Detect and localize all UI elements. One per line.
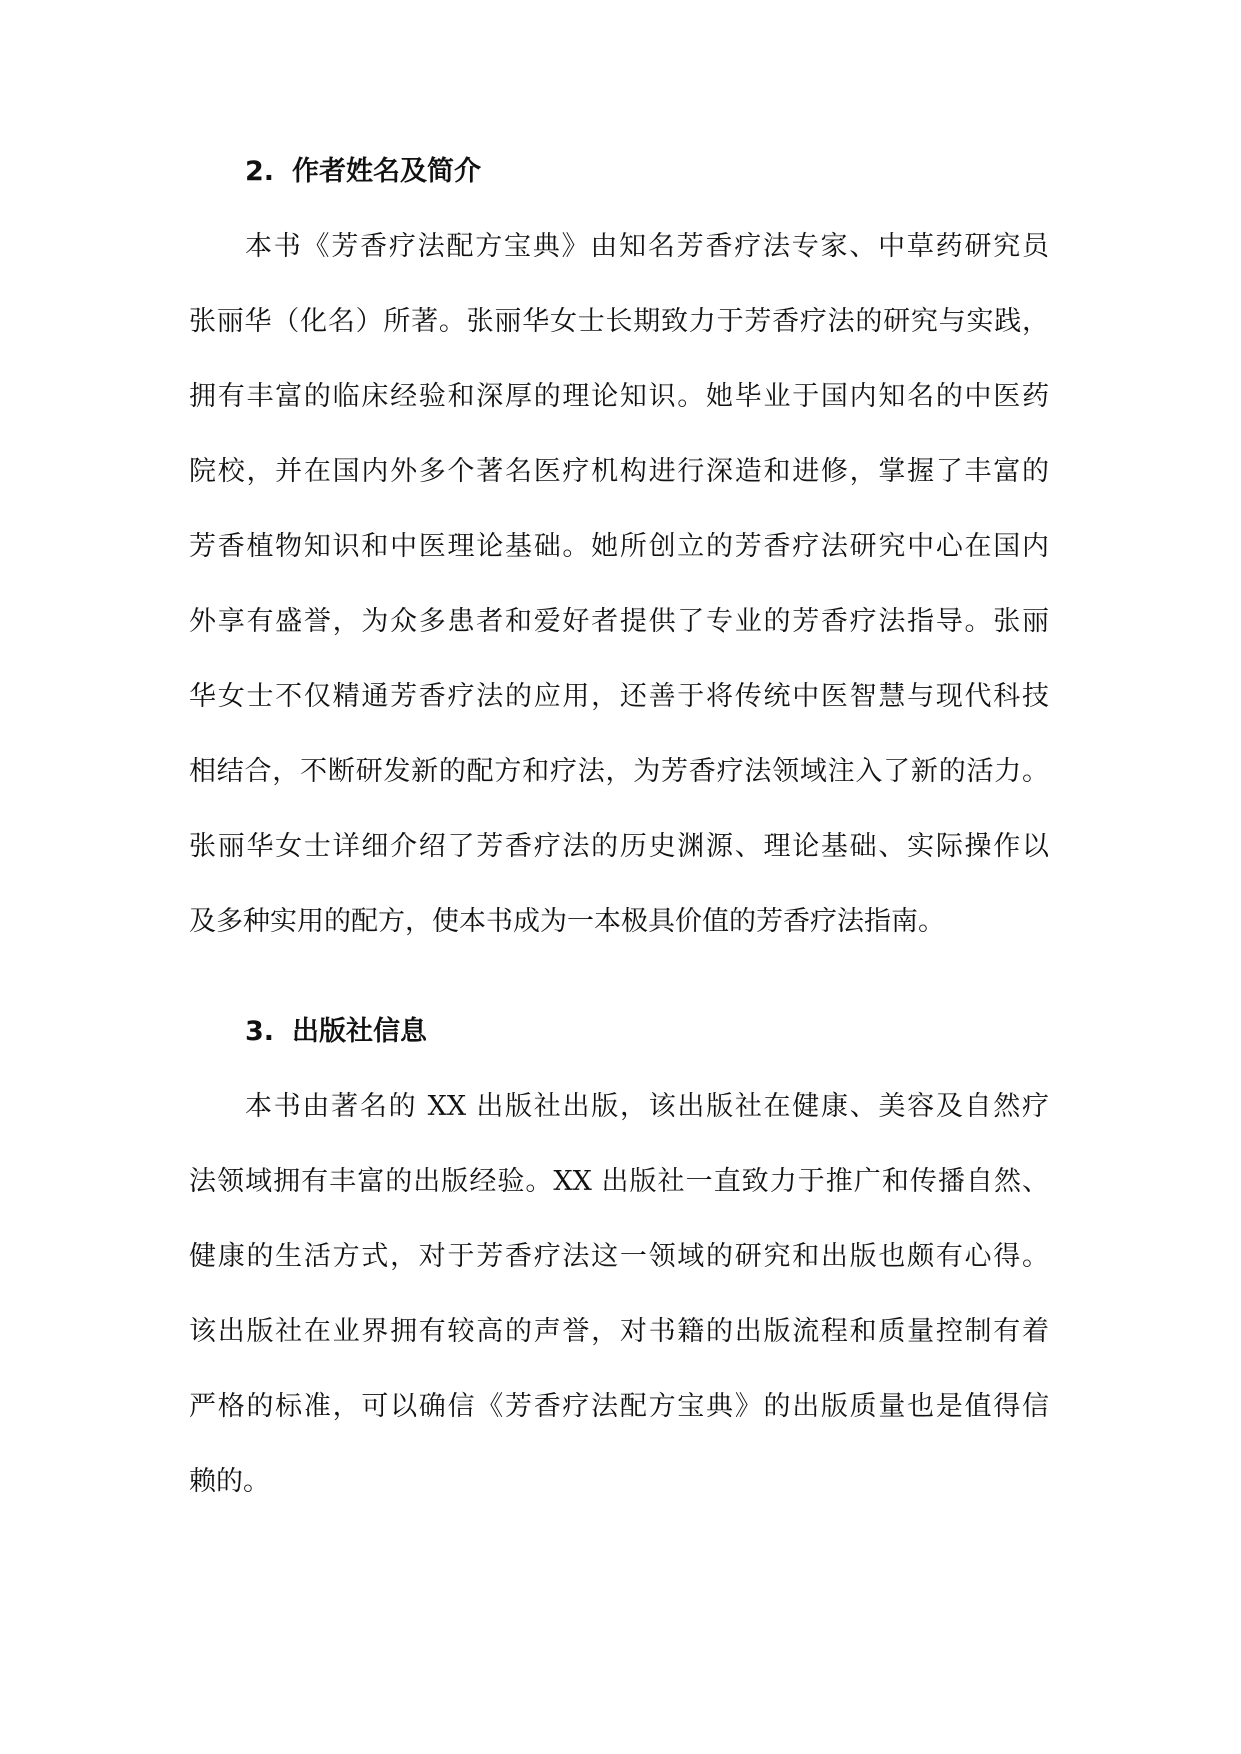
paragraph-line: 健康的生活方式，对于芳香疗法这一领域的研究和出版也颇有心得。 (189, 1241, 1049, 1272)
paragraph-line: 芳香植物知识和中医理论基础。她所创立的芳香疗法研究中心在国内 (189, 531, 1049, 562)
section-title: 出版社信息 (292, 1016, 428, 1047)
paragraph-line: 院校，并在国内外多个著名医疗机构进行深造和进修，掌握了丰富的 (189, 456, 1049, 487)
paragraph-line: 拥有丰富的临床经验和深厚的理论知识。她毕业于国内知名的中医药 (189, 381, 1049, 412)
paragraph-line: 赖的。 (189, 1466, 270, 1497)
paragraph-line: 本书《芳香疗法配方宝典》由知名芳香疗法专家、中草药研究员 (245, 231, 1049, 262)
section-heading-author (245, 152, 481, 192)
paragraph-line: 本书由著名的 XX 出版社出版，该出版社在健康、美容及自然疗 (245, 1091, 1049, 1122)
paragraph-line: 相结合，不断研发新的配方和疗法，为芳香疗法领域注入了新的活力。 (189, 756, 1049, 787)
section-number: 3. (245, 1016, 275, 1047)
paragraph-line: 及多种实用的配方，使本书成为一本极具价值的芳香疗法指南。 (189, 906, 945, 937)
section-title: 作者姓名及简介 (292, 156, 482, 187)
section-heading-publisher (245, 1012, 427, 1052)
paragraph-line: 法领域拥有丰富的出版经验。XX 出版社一直致力于推广和传播自然、 (189, 1166, 1049, 1197)
paragraph-line: 该出版社在业界拥有较高的声誉，对书籍的出版流程和质量控制有着 (189, 1316, 1049, 1347)
section-number: 2. (245, 156, 275, 187)
paragraph-line: 华女士不仅精通芳香疗法的应用，还善于将传统中医智慧与现代科技 (189, 681, 1049, 712)
paragraph-line: 严格的标准，可以确信《芳香疗法配方宝典》的出版质量也是值得信 (189, 1391, 1049, 1422)
paragraph-line: 张丽华（化名）所著。张丽华女士长期致力于芳香疗法的研究与实践， (189, 306, 1049, 337)
paragraph-line: 张丽华女士详细介绍了芳香疗法的历史渊源、理论基础、实际操作以 (189, 831, 1049, 862)
paragraph-line: 外享有盛誉，为众多患者和爱好者提供了专业的芳香疗法指导。张丽 (189, 606, 1049, 637)
